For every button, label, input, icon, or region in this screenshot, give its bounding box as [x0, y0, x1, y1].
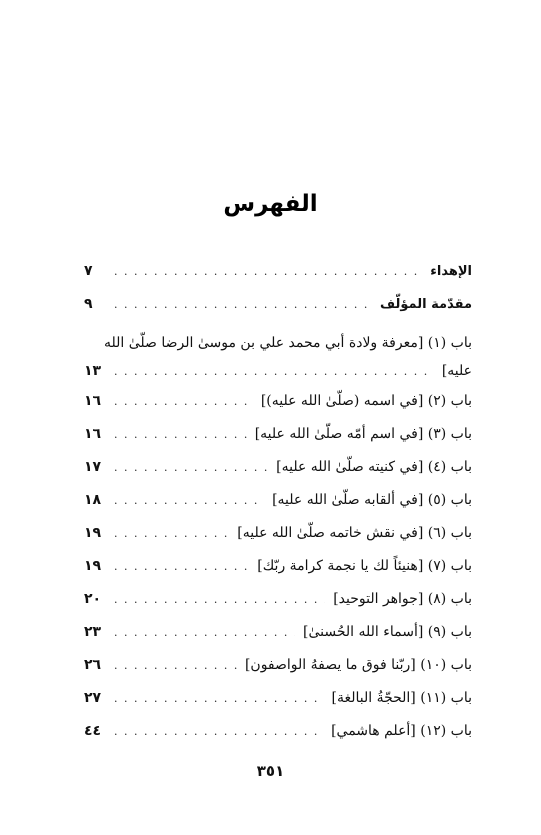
- toc-entry-dedication: [84, 255, 472, 288]
- toc-entry-page: ٢٧: [84, 690, 102, 706]
- toc-entry-chapter-11: [84, 682, 472, 715]
- toc-entry-page: ١٧: [84, 459, 102, 475]
- toc-entry-chapter-7: [84, 550, 472, 583]
- toc-entry-label: باب (٣) [في اسم أمّه صلّىٰ الله عليه]: [254, 426, 472, 442]
- toc-entry-page: ١٦: [84, 426, 102, 442]
- dot-leader: [114, 682, 323, 715]
- table-of-contents: [84, 255, 472, 748]
- dot-leader: [114, 451, 268, 484]
- toc-entry-label: باب (٥) [في ألقابه صلّىٰ الله عليه]: [272, 492, 472, 508]
- toc-entry-page: ١٦: [84, 393, 102, 409]
- dot-leader: [114, 385, 253, 418]
- toc-entry-chapter-9: [84, 616, 472, 649]
- toc-entry-label: عليه]: [441, 363, 472, 379]
- dot-leader: [114, 255, 422, 288]
- toc-entry-chapter-12: [84, 715, 472, 748]
- toc-entry-page: ١٣: [84, 363, 102, 379]
- toc-entry-page: ١٩: [84, 558, 102, 574]
- toc-entry-label: باب (٤) [في كنيته صلّىٰ الله عليه]: [276, 459, 472, 475]
- dot-leader: [114, 418, 247, 451]
- dot-leader: [114, 550, 249, 583]
- toc-entry-page: ٢٠: [84, 591, 102, 607]
- toc-entry-page: ٤٤: [84, 723, 102, 739]
- dot-leader: [114, 715, 323, 748]
- toc-entry-author-introduction: [84, 288, 472, 321]
- toc-entry-page: ٢٣: [84, 624, 102, 640]
- toc-entry-page: ٩: [84, 296, 93, 312]
- dot-leader: [114, 583, 325, 616]
- toc-entry-chapter-1: [84, 328, 472, 385]
- toc-entry-page: ١٨: [84, 492, 102, 508]
- toc-entry-label: باب (١٢) [أعلم هاشمي]: [331, 723, 472, 739]
- dot-leader: [114, 616, 295, 649]
- toc-entry-chapter-5: [84, 484, 472, 517]
- dot-leader: [114, 358, 434, 385]
- toc-entry-page: ٢٦: [84, 657, 102, 673]
- toc-entry-label: باب (٦) [في نقش خاتمه صلّىٰ الله عليه]: [237, 525, 472, 541]
- toc-entry-label: باب (٧) [هنيئاً لك يا نجمة كرامة ربّك]: [257, 558, 472, 574]
- toc-entry-chapter-8: [84, 583, 472, 616]
- toc-entry-chapter-6: [84, 517, 472, 550]
- toc-entry-label: باب (٩) [أسماء الله الحُسنىٰ]: [303, 624, 472, 640]
- dot-leader: [114, 649, 237, 682]
- dot-leader: [114, 288, 372, 321]
- dot-leader: [114, 484, 264, 517]
- toc-entry-label: باب (١٠) [ربّنا فوق ما يصفهُ الواصفون]: [244, 657, 472, 673]
- toc-entry-page: ١٩: [84, 525, 102, 541]
- toc-entry-label: باب (١١) [الحجّةُ البالغة]: [331, 690, 472, 706]
- toc-entry-label: باب (٢) [في اسمه (صلّىٰ الله عليه)]: [260, 393, 472, 409]
- toc-entry-chapter-10: [84, 649, 472, 682]
- dot-leader: [114, 517, 229, 550]
- toc-entry-label: الإهداء: [430, 264, 472, 279]
- toc-entry-label: مقدّمة المؤلّف: [380, 297, 472, 312]
- toc-entry-chapter-4: [84, 451, 472, 484]
- toc-entry-page: ٧: [84, 263, 93, 279]
- toc-entry-chapter-3: [84, 418, 472, 451]
- toc-entry-chapter-2: [84, 385, 472, 418]
- toc-entry-label-line1: باب (١) [معرفة ولادة أبي محمد علي بن موسىٰ الرضا صلّىٰ الله: [103, 335, 472, 351]
- page-number: ٣٥١: [256, 762, 285, 780]
- toc-entry-label: باب (٨) [جواهر التوحيد]: [333, 591, 472, 607]
- page-title: الفهرس: [223, 191, 318, 217]
